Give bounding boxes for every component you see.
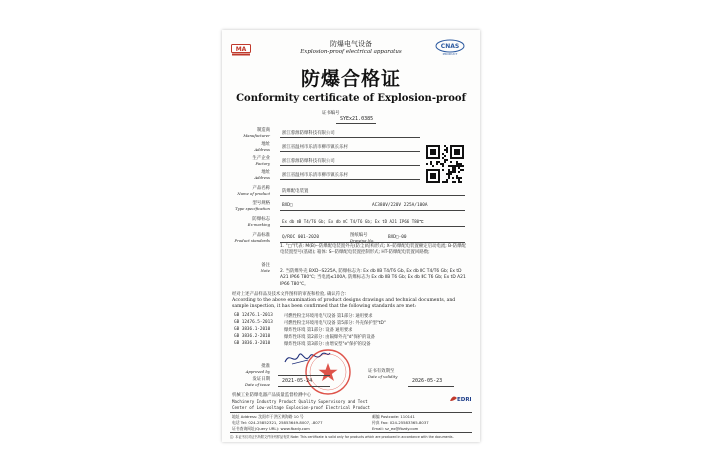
header-title-cn: 防爆电气设备 [330,40,372,48]
field-value: Ex db ⅡB T4/T6 Gb; Ex db ⅡC T4/T6 Gb; Ex tD A21 IP66 T80℃ [282,219,424,224]
field-value: BXD□ [282,203,293,208]
svg-text:PRODUCT: PRODUCT [442,52,458,56]
field-label-cn: 制造商 [256,128,270,133]
field-underline [280,151,420,152]
field-label-cn: 地址 [261,170,270,175]
standard-code: GB 12476.5-2013 [234,320,273,325]
issue-label-cn: 发证日期 [252,377,270,382]
field-underline [280,195,465,196]
issue-label-en: Date of issue [245,382,270,387]
standard-code: GB 3836.3-2010 [234,341,271,346]
notes-label-cn: 备注 [261,263,270,268]
footer-note: 注: 本证书仅对证书所附文件所列样品有效 Note: This certificate is valid only for products which are produced in accordance with the documents. [230,435,454,439]
official-stamp-icon [304,348,352,396]
field-label-cn: 防爆标志 [252,217,270,222]
approved-underline [278,375,330,376]
footer-query-url: 证书查询网址(Query URL): www.fbzdy.com [232,426,310,431]
drawing-value: BXD□-00 [388,235,407,240]
standard-desc: 可燃性粉尘环境用电气设备 第1部分: 通用要求 [284,314,373,319]
svg-text:MA: MA [235,46,247,53]
svg-text:EDRI: EDRI [457,397,471,403]
field-label-cn: 型号规格 [252,201,270,206]
header-title-en: Explosion-proof electrical apparatus [300,49,402,55]
cert-number-underline [336,123,376,124]
certificate-page [222,30,480,442]
field-value: 浙江省温州市乐清市柳市镇长乐村 [282,173,348,178]
field-label-en: Address [254,175,270,180]
standard-code: GB 3836.1-2010 [234,327,271,332]
notes-line-2: 2. 当防爆外壳 BXD--S225A, 防爆标志为: Ex db ⅡB T4/T6 Gb, Ex db ⅡC T4/T6 Gb; Ex tD A21 IP66 T80℃; 当电流≤100A, 防爆标志为 Ex db ⅡB T6 Gb; Ex db ⅡC T6 Gb; Ex tD A21 IP66 T80℃。 [280,269,466,287]
validity-label-en: Date of validity [368,374,398,379]
validity-label-cn: 证书有效期至 [368,369,395,374]
qr-code-icon [426,145,464,183]
notes-label-en: Note [260,268,270,273]
field-label-cn: 产品名称 [252,186,270,191]
footer-org-cn: 机械工业防爆电器产品质量监督检测中心 [232,393,312,398]
cert-number-label: 证书编号 [322,111,340,116]
standard-desc: 爆炸性环境 第3部分: 由增安型"e"保护的设备 [284,342,371,347]
standard-desc: 可燃性粉尘环境用电气设备 第5部分: 外壳保护型"tD" [284,321,386,326]
field-value: 防爆配电装置 [282,189,309,194]
field-underline [280,137,420,138]
main-title-en: Conformity certificate of Explosion-proof [236,93,466,104]
footer-address: 地址 Address: 沈阳市于洪区黄海路 10 号 [232,414,304,419]
field-label-en: Ex-marking [247,222,270,227]
field-label-en: Product standards [234,238,270,243]
field-label-cn: 地址 [261,142,270,147]
field-underline [280,226,465,227]
issue-date: 2021-05-24 [282,378,313,384]
sedri-logo-icon [449,388,471,403]
field-value: 浙江省温州市乐清市柳市镇长乐村 [282,145,348,150]
footer-divider-2 [230,432,472,433]
validity-date: 2026-05-23 [412,378,443,384]
standard-desc: 爆炸性环境 第2部分: 由隔爆外壳"d"保护的设备 [284,335,375,340]
conclusion-en: According to the above examination of product designs drawings and technical documents, and sample inspection, it has been confirmed that the following standards are met: [232,298,456,309]
standard-code: GB 3836.2-2010 [234,334,271,339]
field-underline [280,210,465,211]
notes-line-1: 1. "□"代表: M(B)--防爆配电装置外壳(防尘)结构形式; X--防爆配电装置额定启动电流; B-防爆配电装置型号(基础); 箱体: S--防爆配电装置控制形式; HT-防爆配电装置回路数; [280,244,466,256]
footer-fax: 传真 Fax: 024-25583365-8037 [372,420,429,425]
field-label-cn: 产品标准 [252,233,270,238]
field-label-en: Type specification [235,206,270,211]
field-underline [280,179,420,180]
field-value-secondary: AC380V/220V 225A/100A [372,203,428,208]
drawing-label-en: Drawing No. [350,238,375,243]
approved-label-en: Approved by [245,369,270,374]
standard-desc: 爆炸性环境 第1部分: 设备 通用要求 [284,328,353,333]
field-value: Q/ROC 001-2020 [282,235,320,240]
drawing-label-cn: 图纸编号 [350,233,368,238]
footer-org-en-1: Machinery Industry Product Quality Supervisory and Test [232,399,368,404]
field-underline [280,242,465,243]
approved-label-cn: 批准 [261,364,270,369]
footer-tel: 电话 Tel: 024-25852321, 25853649-8007, -8077 [232,420,323,425]
validity-underline [408,386,454,387]
field-label-en: Address [254,147,270,152]
footer-org-en-2: Center of Low-voltage Explosion-proof Electrical Product [232,405,371,410]
field-label-en: Factory [255,161,270,166]
main-title-cn: 防爆合格证 [300,68,401,90]
svg-text:CNAS: CNAS [440,43,460,50]
field-underline [280,165,420,166]
cert-number-value: SYEx21.0385 [340,116,374,122]
field-value: 浙江蓉源防爆科技有限公司 [282,159,335,164]
footer-divider [230,412,472,413]
footer-postcode: 邮编 Postcode: 110141 [372,414,415,419]
field-label-cn: 生产企业 [252,156,270,161]
conclusion-cn: 经对上述产品样品及技术文件图样的审查和检验, 确认符合: [232,292,347,297]
footer-email: Email: sz_ex@fbzdy.com [372,426,419,431]
field-label-en: Name of product [237,191,270,196]
field-value: 浙江蓉源防爆科技有限公司 [282,131,335,136]
standard-code: GB 12476.1-2013 [234,313,273,318]
field-label-en: Manufacturer [243,133,270,138]
issue-underline [278,386,330,387]
